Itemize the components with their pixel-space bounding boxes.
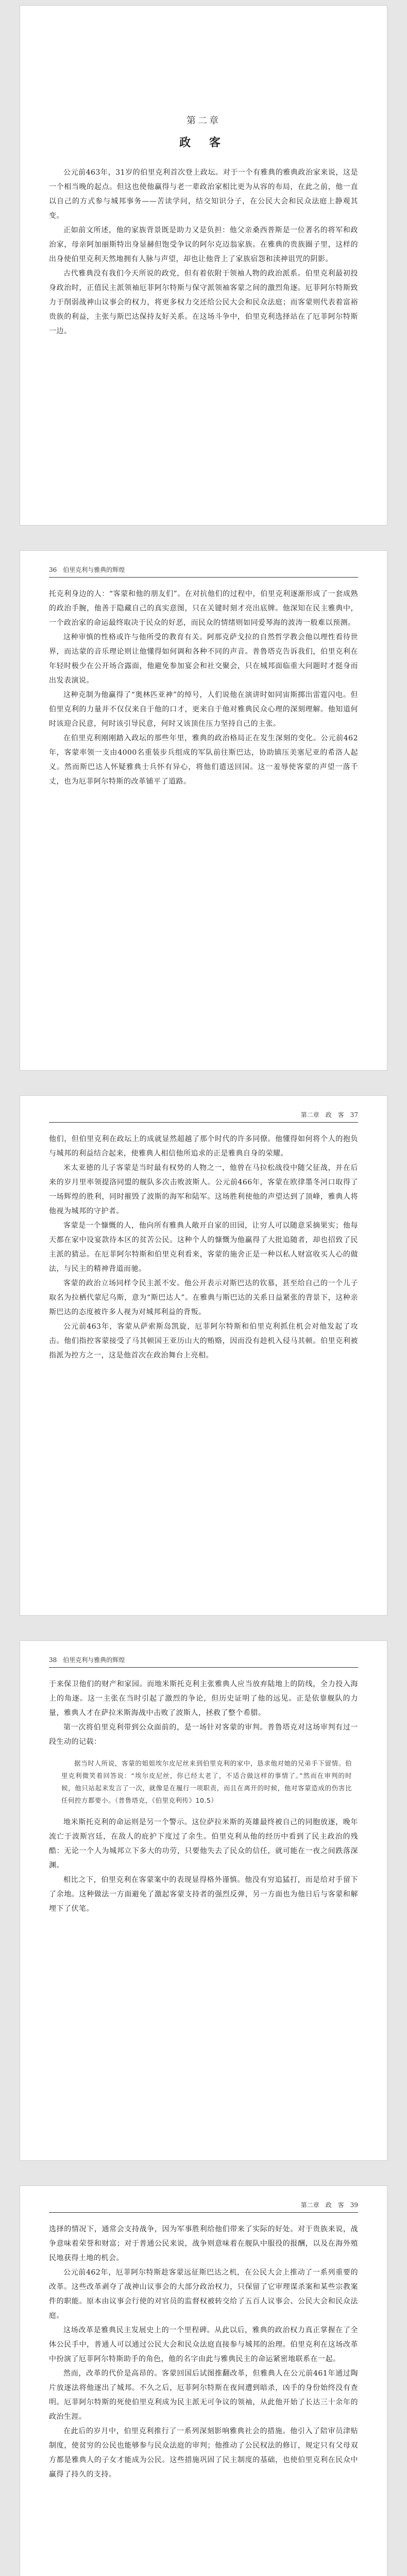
paragraph: 公元前462年，厄菲阿尔特斯趁客蒙远征斯巴达之机，在公民大会上推动了一系列重要的改革。这些改革剥夺了战神山议事会的大部分政治权力，只保留了它审理谋杀案和某些宗教案件的职能。原本由议事会行使的对官员的监督权被转交给了五百人议事会、公民大会和民众法庭。 (49, 2268, 358, 2320)
page-content (49, 1132, 358, 1595)
paragraph: 客蒙的政治立场同样令民主派不安。他公开表示对斯巴达的钦慕，甚至给自己的一个儿子取名为拉栖代蒙尼乌斯，意为“斯巴达人”。在雅典与斯巴达的关系日益紧张的背景下，这种亲斯巴达的态度被许多人视为对城邦利益的背叛。 (49, 1279, 358, 1316)
page-1 (20, 5, 387, 526)
paragraph: 正如前文所述，他的家族背景既是助力又是负担：他父亲桑西普斯是一位著名的将军和政治家，母亲阿加丽斯特出身显赫但饱受争议的阿尔克迈翁家族。在雅典的贵族圈子里，这样的出身使伯里克利天然地拥有人脉与声望，却也让他背上了家族宿怨和渎神诅咒的阴影。 (49, 226, 358, 263)
block-quote (61, 1757, 352, 1807)
paragraph: 选择的情况下，通常会支持战争，因为军事胜利给他们带来了实际的好处。对于贵族来说，战争意味着荣誉和财富；对于普通公民来说，战争则意味着在舰队中服役的报酬，以及在海外殖民地获得土地的机会。 (49, 2225, 358, 2262)
page-3 (20, 1095, 387, 1616)
page-4 (20, 1640, 387, 2161)
running-header: 36 伯里克利与雅典的辉煌 (49, 565, 358, 578)
paragraph: 这种克制为他赢得了“奥林匹亚神”的绰号，人们说他在演讲时如同宙斯掷出雷霆闪电。但伯里克利的力量并不仅仅来自于他的口才，更来自于他对雅典民众心理的深刻理解。他知道何时该迎合民意，何时该引导民意，何时又该顶住压力坚持自己的主张。 (49, 691, 358, 728)
chapter-title: 政 客 (179, 136, 228, 149)
page-content (49, 2222, 358, 2576)
paragraph: 于来保卫他们的财产和家园。而地米斯托克利主张雅典人应当放弃陆地上的防线，全力投入海上的角逐。这一主张在当时引起了激烈的争论，但历史证明了他的远见。正是依靠舰队的力量，雅典人才在萨拉米斯海战中击败了波斯人，拯救了整个希腊。 (49, 1680, 358, 1717)
quote-text: 据当时人所说，客蒙的姐姐埃尔皮尼丝来到伯里克利的家中，恳求他对她的兄弟手下留情。伯里克利微笑着回答说：“埃尔皮尼丝，你已经太老了，不适合做这样的事情了。”然而在审判的时候，他只站起来发言了一次，就像是在履行一项职责，而且在离开的时候，他对客蒙造成的伤害比任何控方都要小。（普鲁塔克，《伯里克利传》10.5） (61, 1759, 352, 1804)
page-content (49, 587, 358, 1049)
paragraph: 客蒙是一个慷慨的人，他向所有雅典人敞开自家的田园，让穷人可以随意采摘果实；他每天都在家中设宴款待本区的贫苦公民。这种个人的慷慨为他赢得了大批追随者，却也招致了民主派的猜忌。在厄菲阿尔特斯和伯里克利看来，客蒙的施舍正是一种以私人财富收买人心的做法，与民主的精神背道而驰。 (49, 1222, 358, 1273)
paragraph: 古代雅典没有我们今天所说的政党，但有着依附于领袖人物的政治派系。伯里克利最初投身政治时，正值民主派领袖厄菲阿尔特斯与保守派领袖客蒙之间的激烈角逐。厄菲阿尔特斯致力于削弱战神山议事会的权力，将更多权力交还给公民大会和民众法庭；而客蒙则代表着富裕贵族的利益，主张与斯巴达保持友好关系。在这场斗争中，伯里克利选择站在了厄菲阿尔特斯一边。 (49, 269, 358, 335)
page-2 (20, 550, 387, 1071)
paragraph: 在此后的岁月中，伯里克利推行了一系列深刻影响雅典社会的措施。他引入了陪审员津贴制度，使贫穷的公民也能够参与民众法庭的审判；他推动了公民权法的修订，规定只有父母双方都是雅典人的子女才能成为公民。这些措施巩固了民主制度的基础，也使伯里克利在民众中赢得了持久的支持。 (49, 2427, 358, 2479)
page-5 (20, 2185, 387, 2576)
paragraph: 第一次将伯里克利带到公众面前的，是一场针对客蒙的审判。普鲁塔克对这场审判有过一段生动的记载： (49, 1723, 358, 1746)
paragraph: 公元前463年，客蒙从萨索斯岛凯旋，厄菲阿尔特斯和伯里克利抓住机会对他发起了攻击。他们指控客蒙接受了马其顿国王亚历山大的贿赂，因而没有趁机入侵马其顿。伯里克利被指派为控方之一，这是他首次在政治舞台上亮相。 (49, 1323, 358, 1360)
chapter-number: 第二章 (186, 115, 221, 126)
paragraph: 这种审慎的性格或许与他所受的教育有关。阿那克萨戈拉的自然哲学教会他以理性看待世界，而达蒙的音乐理论则让他懂得如何调和各种不同的声音。普鲁塔克告诉我们，伯里克利在年轻时极少在公开场合露面，他避免参加宴会和社交聚会，只在城邦面临重大问题时才挺身而出发表演说。 (49, 633, 358, 685)
running-header: 38 伯里克利与雅典的辉煌 (49, 1655, 358, 1668)
running-header: 第二章 政 客 37 (49, 1110, 358, 1123)
paragraph: 地米斯托克利的命运则是另一个警示。这位萨拉米斯的英雄最终被自己的同胞放逐，晚年流亡于波斯宫廷，在敌人的庇护下度过了余生。伯里克利从他的经历中看到了民主政治的残酷：无论一个人为城邦立下多大的功劳，只要他失去了民众的信任，就可能在一夜之间跌落深渊。 (49, 1818, 358, 1870)
paragraph: 相比之下，伯里克利在客蒙案中的表现显得格外谨慎。他没有穷追猛打，而是给对手留下了余地。这种做法一方面避免了激起客蒙支持者的强烈反弹，另一方面也为他日后与客蒙和解埋下了伏笔。 (49, 1876, 358, 1913)
paragraph: 他们，但伯里克利在政坛上的成就显然超越了那个时代的许多同僚。他懂得如何将个人的抱负与城邦的利益结合起来，使雅典人相信他所追求的正是雅典自身的荣耀。 (49, 1135, 358, 1158)
page-content (49, 52, 358, 504)
paragraph: 托克利身边的人：“客蒙和他的朋友们”。在对抗他们的过程中，伯里克利逐渐形成了一套成熟的政治手腕，他善于隐藏自己的真实意图，只在关键时刻才亮出底牌。他深知在民主雅典中，一个政治家的命运最终取决于民众的好恶，而民众的情绪则如同爱琴海的波涛一般难以预测。 (49, 590, 358, 627)
paragraph: 米太亚德的儿子客蒙是当时最有权势的人物之一，他曾在马拉松战役中随父征战，并在后来的岁月里率领提洛同盟的舰队多次击败波斯人。公元前466年，客蒙在欧律墨冬河口取得了一场辉煌的胜利，同时摧毁了波斯的海军和陆军。这场胜利使他的声望达到了顶峰，雅典人将他视为城邦的守护者。 (49, 1164, 358, 1215)
running-header: 第二章 政 客 39 (49, 2200, 358, 2213)
paragraph: 公元前463年，31岁的伯里克利首次登上政坛。对于一个有雅典的雅典政治家来说，这是一个相当晚的起点。但这也使他赢得与老一辈政治家相比更为从容的布局，在此之前，他一直以自己的方式参与城邦事务——苦读学问，结交知识分子，在公民大会和民众法庭上静观其变。 (49, 168, 358, 220)
paragraph: 这场改革是雅典民主发展史上的一个里程碑。从此以后，雅典的政治权力真正掌握在了全体公民手中，普通人可以通过公民大会和民众法庭直接参与城邦的治理。伯里克利在这场改革中扮演了厄菲阿尔特斯助手的角色，他的名字由此与雅典民主的命运紧密地联系在一起。 (49, 2326, 358, 2363)
page-content (49, 1677, 358, 2140)
paragraph: 然而，改革的代价是高昂的。客蒙回国后试图推翻改革，但雅典人在公元前461年通过陶片放逐法将他逐出了城邦。不久之后，厄菲阿尔特斯在夜间遭到暗杀，凶手的身份始终没有查明。厄菲阿尔特斯的死使伯里克利成为民主派无可争议的领袖，从此他开始了长达三十余年的政治生涯。 (49, 2369, 358, 2421)
paragraph: 在伯里克利刚刚踏入政坛的那些年里，雅典的政治格局正在发生深刻的变化。公元前462年，客蒙率领一支由4000名重装步兵组成的军队前往斯巴达，协助镇压美塞尼亚的希洛人起义。然而斯巴达人怀疑雅典士兵怀有异心，将他们遣送回国。这一羞辱使客蒙的声望一落千丈，也为厄菲阿尔特斯的改革铺平了道路。 (49, 734, 358, 786)
